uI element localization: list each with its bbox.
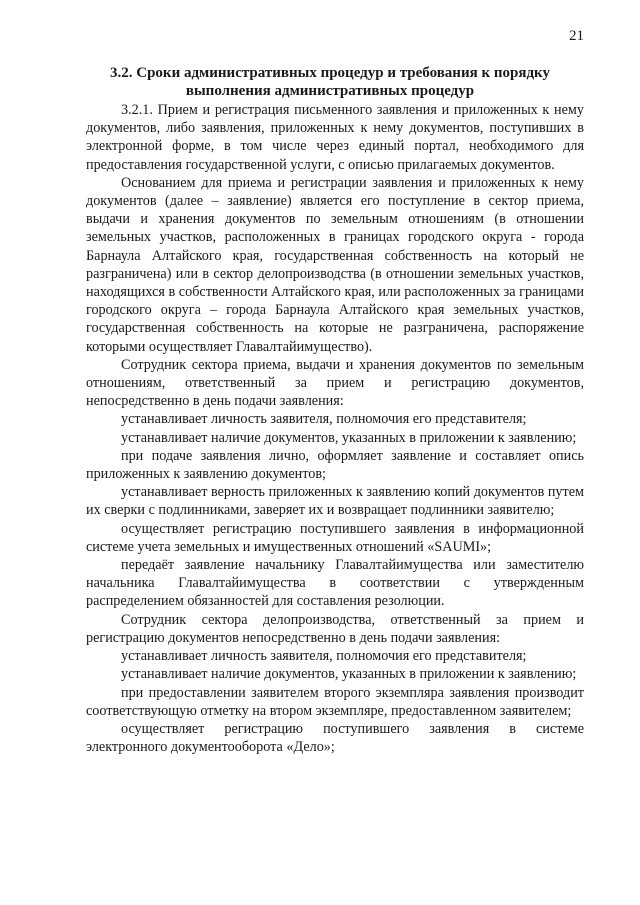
paragraph: осуществляет регистрацию поступившего заявления в системе электронного документооборота «Дело»; bbox=[86, 720, 584, 756]
section-heading-line: 3.2. Сроки административных процедур и требования к порядку bbox=[110, 65, 550, 81]
page-number: 21 bbox=[569, 28, 584, 44]
section-heading-line: выполнения административных процедур bbox=[185, 83, 475, 99]
paragraph: устанавливает личность заявителя, полномочия его представителя; bbox=[121, 648, 527, 665]
paragraph: устанавливает наличие документов, указанных в приложении к заявлению; bbox=[121, 429, 577, 446]
paragraph: осуществляет регистрацию поступившего заявления в информационной системе учета земельных и имущественных отношений «SAUMI»; bbox=[86, 520, 584, 555]
section-heading bbox=[80, 64, 580, 100]
paragraph: Сотрудник сектора делопроизводства, ответственный за прием и регистрацию документов непосредственно в день подачи заявления: bbox=[86, 611, 584, 646]
paragraph: при подаче заявления лично, оформляет заявление и составляет опись приложенных к заявлению документов; bbox=[86, 447, 584, 483]
paragraph: устанавливает личность заявителя, полномочия его представителя; bbox=[121, 411, 527, 428]
paragraph: Основанием для приема и регистрации заявления и приложенных к нему документов (далее – заявление) является его поступление в сектор приема, выдачи и хранения документов по земельным отношениям (в отношении земельных участков, расположенных в границах городского округа - города Барнаула Алтайского края, государственная собственность на который не разграничена) или в сектор делопроизводства (в отношении земельных участков, находящихся в собственности Алтайского края, или расположенных за границами городского округа – города Барнаула Алтайского края земельных участков, государственная собственность на которые не разграничена, распоряжение которыми осуществляет Главалтайимущество). bbox=[86, 174, 584, 355]
paragraph: при предоставлении заявителем второго экземпляра заявления производит соответствующую отметку на втором экземпляре, предоставленном заявителем; bbox=[86, 684, 584, 719]
paragraph: передаёт заявление начальнику Главалтайимущества или заместителю начальника Главалтайимущества в соответствии с утвержденным распределением обязанностей для составления резолюции. bbox=[86, 557, 584, 610]
paragraph: Сотрудник сектора приема, выдачи и хранения документов по земельным отношениям, ответственный за прием и регистрацию документов, непосредственно в день подачи заявления: bbox=[86, 356, 584, 410]
paragraph: 3.2.1. Прием и регистрация письменного заявления и приложенных к нему документов, либо заявления, приложенных к нему документов, поступивших в электронной форме, в том числе через единый портал, необходимого для предоставления государственной услуги, с описью прилагаемых документов. bbox=[86, 102, 584, 173]
document-body bbox=[86, 101, 584, 756]
paragraph: устанавливает наличие документов, указанных в приложении к заявлению; bbox=[121, 666, 577, 683]
paragraph: устанавливает верность приложенных к заявлению копий документов путем их сверки с подлинниками, заверяет их и возвращает подлинники заявителю; bbox=[86, 484, 584, 519]
